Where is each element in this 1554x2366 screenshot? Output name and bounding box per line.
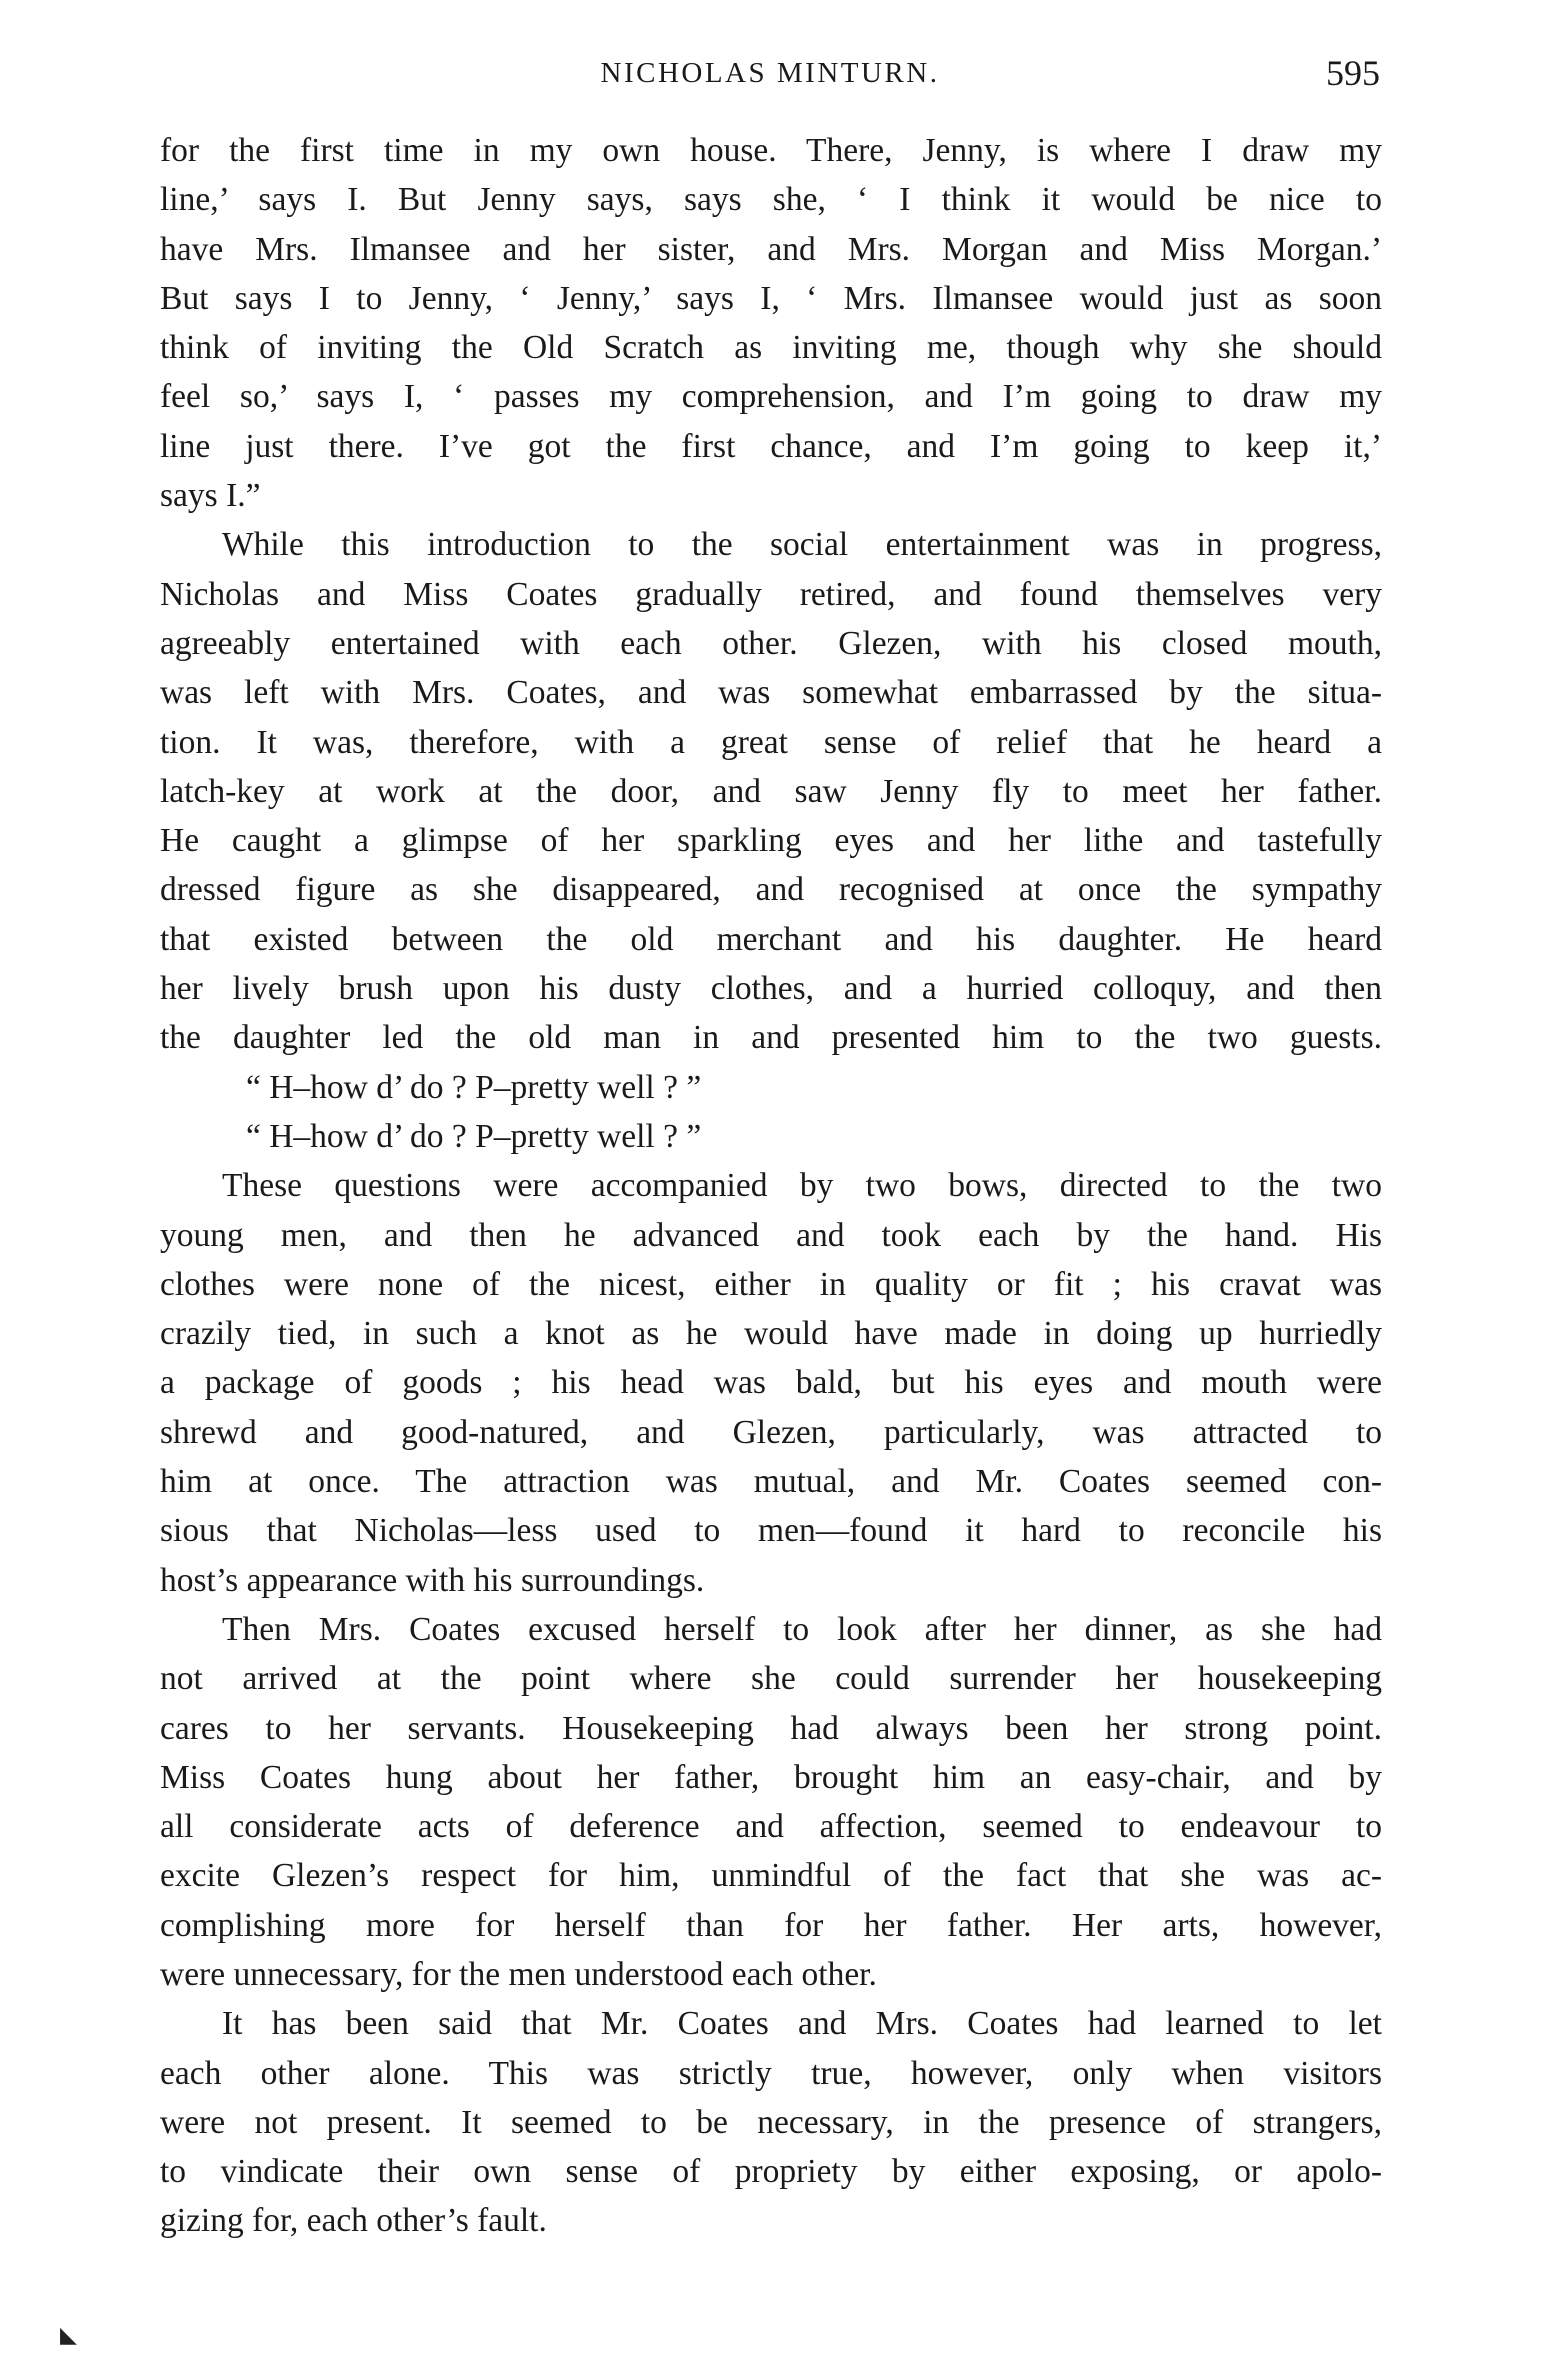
text-line: shrewd and good-natured, and Glezen, particularly, was attracted to [160,1413,1382,1451]
text-line: feel so,’ says I, ‘ passes my comprehension, and I’m going to draw my [160,378,1382,416]
text-line: not arrived at the point where she could surrender her housekeeping [160,1660,1382,1698]
text-line: Then Mrs. Coates excused herself to look after her dinner, as she had [222,1610,1382,1648]
text-line: While this introduction to the social entertainment was in progress, [222,526,1382,564]
text-line: host’s appearance with his surroundings. [160,1561,705,1599]
text-line: It has been said that Mr. Coates and Mrs. Coates had learned to let [222,2005,1382,2043]
text-line: He caught a glimpse of her sparkling eyes and her lithe and tastefully [160,822,1382,860]
text-line: a package of goods ; his head was bald, but his eyes and mouth were [160,1364,1382,1402]
text-line: was left with Mrs. Coates, and was somewhat embarrassed by the situa- [160,674,1382,712]
text-line: Miss Coates hung about her father, brought him an easy-chair, and by [160,1758,1382,1796]
text-line: think of inviting the Old Scratch as inviting me, though why she should [160,329,1382,367]
text-line: These questions were accompanied by two bows, directed to the two [222,1167,1382,1205]
text-line: tion. It was, therefore, with a great sense of relief that he heard a [160,723,1382,761]
text-line: the daughter led the old man in and presented him to the two guests. [160,1019,1382,1057]
text-line: “ H–how d’ do ? P–pretty well ? ” [246,1068,702,1106]
text-line: “ H–how d’ do ? P–pretty well ? ” [246,1117,702,1155]
corner-mark-icon: ◣ [60,2322,77,2347]
text-line: were not present. It seemed to be necessary, in the presence of strangers, [160,2103,1382,2141]
text-line: cares to her servants. Housekeeping had always been her strong point. [160,1709,1382,1747]
body-text [160,126,1382,2246]
text-line: dressed figure as she disappeared, and recognised at once the sympathy [160,871,1382,909]
text-line: were unnecessary, for the men understood each other. [160,1955,877,1993]
text-line: sious that Nicholas—less used to men—found it hard to reconcile his [160,1512,1382,1550]
text-line: each other alone. This was strictly true, however, only when visitors [160,2054,1382,2092]
text-line: line,’ says I. But Jenny says, says she, ‘ I think it would be nice to [160,181,1382,219]
text-line: all considerate acts of deference and affection, seemed to endeavour to [160,1808,1382,1846]
text-line: to vindicate their own sense of propriety by either exposing, or apolo- [160,2153,1382,2191]
text-line: says I.” [160,477,261,515]
running-title: NICHOLAS MINTURN. [600,57,940,89]
text-line: crazily tied, in such a knot as he would have made in doing up hurriedly [160,1315,1382,1353]
text-line: agreeably entertained with each other. Glezen, with his closed mouth, [160,624,1382,662]
text-line: her lively brush upon his dusty clothes, and a hurried colloquy, and then [160,970,1382,1008]
text-line: him at once. The attraction was mutual, and Mr. Coates seemed con- [160,1463,1382,1501]
running-head [160,48,1380,98]
text-line: have Mrs. Ilmansee and her sister, and Mrs. Morgan and Miss Morgan.’ [160,230,1382,268]
text-line: complishing more for herself than for her father. Her arts, however, [160,1906,1382,1944]
text-line: for the first time in my own house. There, Jenny, is where I draw my [160,132,1382,169]
text-line: line just there. I’ve got the first chance, and I’m going to keep it,’ [160,427,1382,465]
text-line: young men, and then he advanced and took each by the hand. His [160,1216,1382,1254]
text-line: latch-key at work at the door, and saw Jenny fly to meet her father. [160,772,1382,810]
text-line: But says I to Jenny, ‘ Jenny,’ says I, ‘ Mrs. Ilmansee would just as soon [160,279,1382,317]
text-line: that existed between the old merchant and his daughter. He heard [160,920,1382,958]
page-number: 595 [1326,53,1380,93]
text-line: Nicholas and Miss Coates gradually retired, and found themselves very [160,575,1382,613]
text-line: clothes were none of the nicest, either in quality or fit ; his cravat was [160,1265,1382,1303]
text-line: gizing for, each other’s fault. [160,2202,547,2240]
text-line: excite Glezen’s respect for him, unmindful of the fact that she was ac- [160,1857,1382,1895]
